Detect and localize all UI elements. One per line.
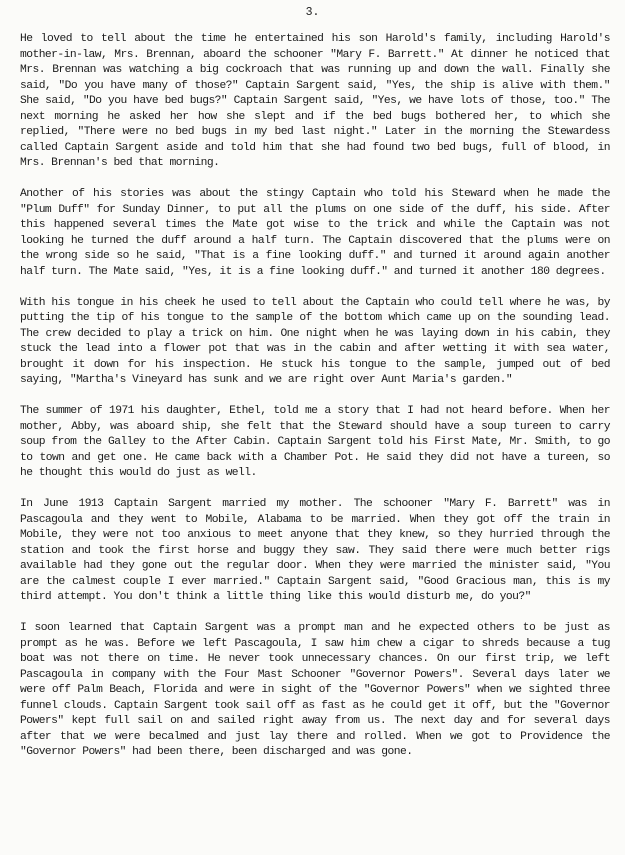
page-number: 3. — [305, 6, 320, 19]
document-body — [20, 32, 610, 761]
paragraph-soup-tureen: The summer of 1971 his daughter, Ethel, told me a story that I had not heard before. When her mother, Abby, was aboard ship, she felt that the Steward should have a soup tureen to carry soup from the Galley to the After Cabin. Captain Sargent told his First Mate, Mr. Smith, to go to town and get one. He came back with a Chamber Pot. He said they did not have a tureen, so he thought this would do just as well. — [20, 405, 610, 479]
paragraph-sounding-lead: With his tongue in his cheek he used to tell about the Captain who could tell where he was, by putting the tip of his tongue to the sample of the bottom which came up on the sounding lead. The crew decided to play a trick on him. One night when he was laying down in his cabin, they stuck the lead into a flower pot that was in the cabin and after wetting it with sea water, brought it down for his inspection. He stuck his tongue to the sample, jumped out of bed saying, "Martha's Vineyard has sunk and we are right over Aunt Maria's garden." — [20, 296, 610, 386]
paragraph-harold-visit: He loved to tell about the time he entertained his son Harold's family, including Harold's mother-in-law, Mrs. Brennan, aboard the schooner "Mary F. Barrett." At dinner he noticed that Mrs. Brennan was watching a big cockroach that was running up and down the wall. Finally she said, "Do you have many of those?" Captain Sargent said, "Yes, the ship is alive with them." She said, "Do you have bed bugs?" Captain Sargent said, "Yes, we have lots of those, too." The next morning he asked her how she slept and if the bed bugs bothered her, to which she replied, "There were no bed bugs in my bed last night." Later in the morning the Stewardess called Captain Sargent aside and told him that she had found two bed bugs, full of blood, in Mrs. Brennan's bed that morning. — [20, 33, 610, 169]
paragraph-plum-duff: Another of his stories was about the stingy Captain who told his Steward when he made the "Plum Duff" for Sunday Dinner, to put all the plums on one side of the duff, his side. After this happened several times the Mate got wise to the trick and while the Captain was not looking he turned the duff around a half turn. The Captain discovered that the plums were on the wrong side so he said, "That is a fine looking duff." and turned it around again another half turn. The Mate said, "Yes, it is a fine looking duff." and turned it another 180 degrees. — [20, 188, 610, 278]
paragraph-marriage: In June 1913 Captain Sargent married my mother. The schooner "Mary F. Barrett" was in Pascagoula and they went to Mobile, Alabama to be married. When they got off the train in Mobile, they were not too anxious to meet anyone that they knew, so they hurried through the station and took the first horse and buggy they saw. They said there were much better rigs available had they gone out the regular door. When they were married the minister said, "You are the calmest couple I ever married." Captain Sargent said, "Good Gracious man, this is my third attempt. You don't think a little thing like this would disturb me, do you?" — [20, 498, 610, 603]
paragraph-governor-powers: I soon learned that Captain Sargent was a prompt man and he expected others to be just as prompt as he was. Before we left Pascagoula, I saw him chew a cigar to shreds because a tug boat was not there on time. He never took unnecessary chances. On our first trip, we left Pascagoula in company with the Four Mast Schooner "Governor Powers". Several days later we were off Palm Beach, Florida and were in sight of the "Governor Powers" when we sighted three funnel clouds. Captain Sargent took sail off as fast as he could get it off, but the "Governor Powers" kept full sail on and sailed right away from us. The next day and for several days after that we were becalmed and just lay there and rolled. When we got to Providence the "Governor Powers" had been there, been discharged and was gone. — [20, 622, 610, 758]
